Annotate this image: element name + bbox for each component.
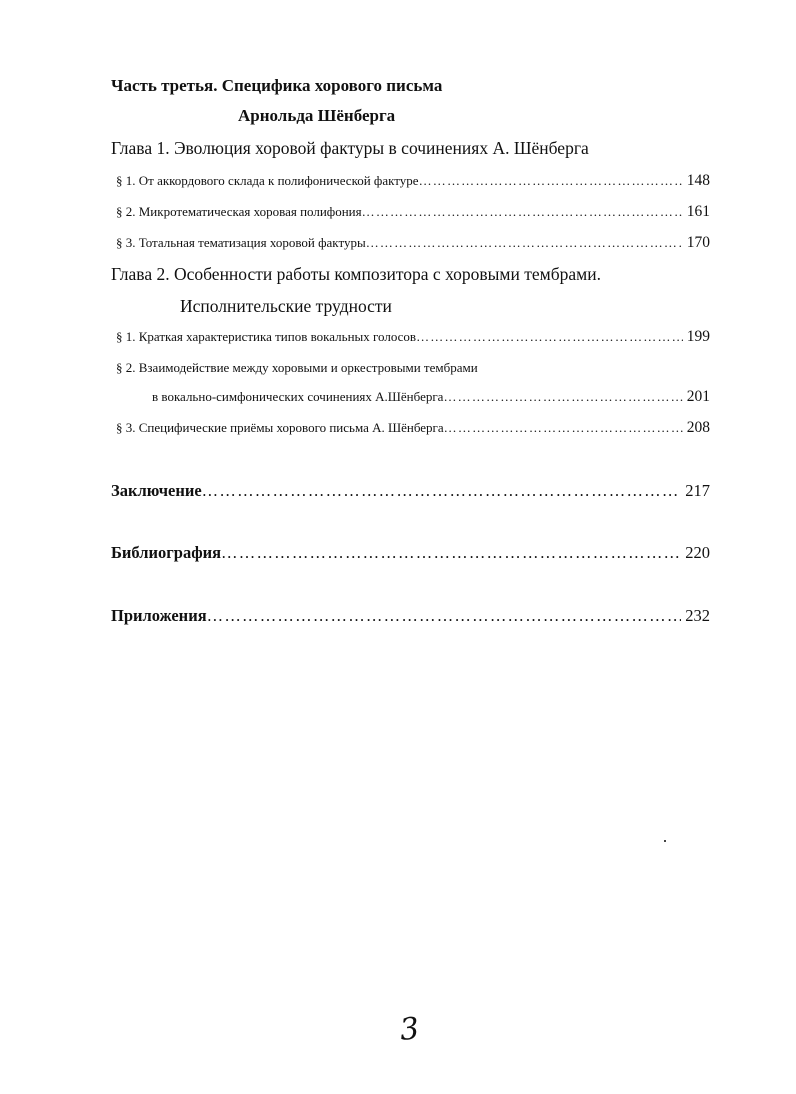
chapter2-title-line1: Глава 2. Особенности работы композитора с хоровыми тембрами. [111, 264, 601, 284]
dot-leader [362, 204, 683, 220]
toc-entry-ch2-s1[interactable] [116, 328, 710, 346]
dot-leader [202, 481, 682, 501]
toc-entry-text: § 1. От аккордового склада к полифонической фактуре [116, 173, 419, 188]
toc-entry-ch2-s2[interactable] [152, 388, 710, 406]
toc-entry-page: 170 [686, 234, 710, 251]
dot-leader [419, 173, 683, 189]
dot-leader [444, 420, 683, 436]
toc-entry-page: 161 [686, 203, 710, 220]
toc-entry-text: Заключение [111, 481, 202, 500]
toc-entry-page: 201 [686, 388, 710, 405]
toc-entry-text: § 1. Краткая характеристика типов вокальных голосов [116, 329, 417, 344]
toc-entry-page: 217 [685, 481, 710, 500]
toc-entry-appendices[interactable] [111, 606, 710, 626]
toc-entry-page: 199 [686, 328, 710, 345]
toc-entry-text: Приложения [111, 606, 207, 625]
part-title-line2: Арнольда Шёнберга [238, 106, 396, 125]
toc-entry-conclusion[interactable] [111, 481, 710, 501]
toc-entry-text: в вокально-симфонических сочинениях А.Шёнберга [152, 389, 444, 404]
toc-entry-page: 220 [685, 543, 710, 562]
chapter2-title-line2: Исполнительские трудности [180, 296, 392, 316]
scan-speck [664, 840, 666, 842]
toc-entry-page: 232 [685, 606, 710, 625]
dot-leader [443, 389, 682, 405]
toc-entry-text: § 3. Специфические приёмы хорового письма А. Шёнберга [116, 420, 444, 435]
toc-entry-page: 148 [686, 172, 710, 189]
chapter1-title: Глава 1. Эволюция хоровой фактуры в сочинениях А. Шёнберга [111, 138, 589, 158]
dot-leader [207, 606, 682, 626]
toc-entry-ch1-s1[interactable] [116, 172, 710, 190]
dot-leader [416, 329, 683, 345]
toc-entry-ch2-s2-line1: § 2. Взаимодействие между хоровыми и оркестровыми тембрами [116, 360, 478, 375]
part-title-line1: Часть третья. Специфика хорового письма [111, 76, 443, 95]
toc-entry-page: 208 [686, 419, 710, 436]
toc-entry-text: § 2. Микротематическая хоровая полифония [116, 204, 362, 219]
toc-entry-ch1-s2[interactable] [116, 203, 710, 221]
page-number: 3 [398, 1011, 421, 1048]
dot-leader [221, 543, 681, 563]
toc-entry-ch1-s3[interactable] [116, 234, 710, 252]
toc-entry-bibliography[interactable] [111, 543, 710, 563]
toc-entry-text: § 3. Тотальная тематизация хоровой фактуры [116, 235, 366, 250]
dot-leader [366, 235, 683, 251]
toc-entry-ch2-s3[interactable] [116, 419, 710, 437]
toc-entry-text: Библиография [111, 543, 222, 562]
